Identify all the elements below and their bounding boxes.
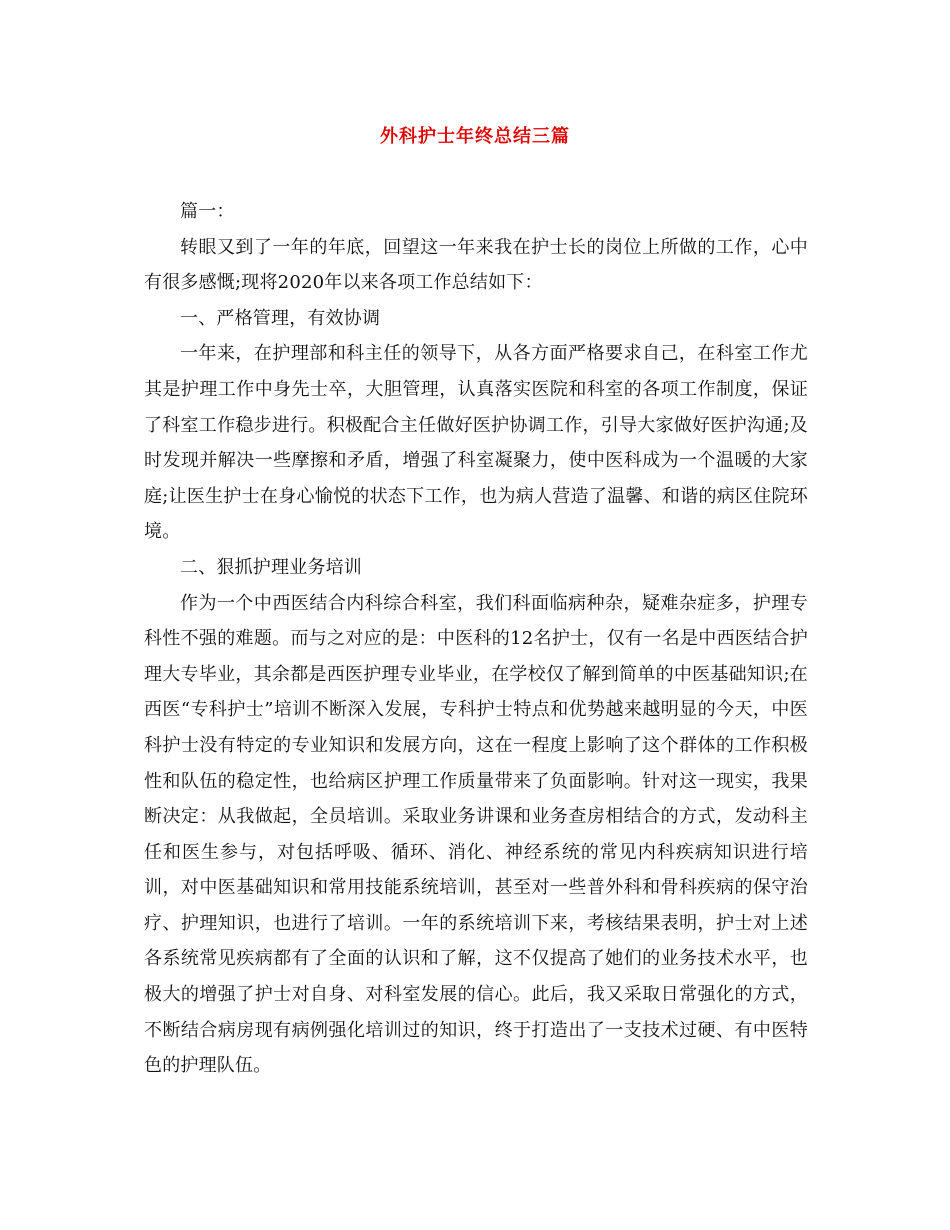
paragraph-training: 作为一个中西医结合内科综合科室，我们科面临病种杂，疑难杂症多，护理专科性不强的难题。而与之对应的是：中医科的12名护士，仅有一名是中西医结合护理大专毕业，其余都是西医护理专业毕业，在学校仅了解到简单的中医基础知识;在西医“专科护士”培训不断深入发展，专科护士特点和优势越来越明显的今天，中医科护士没有特定的专业知识和发展方向，这在一程度上影响了这个群体的工作积极性和队伍的稳定性，也给病区护理工作质量带来了负面影响。针对这一现实，我果断决定：从我做起，全员培训。采取业务讲课和业务查房相结合的方式，发动科主任和医生参与，对包括呼吸、循环、消化、神经系统的常见内科疾病知识进行培训，对中医基础知识和常用技能系统培训，甚至对一些普外科和骨科疾病的保守治疗、护理知识，也进行了培训。一年的系统培训下来，考核结果表明，护士对上述各系统常见疾病都有了全面的认识和了解，这不仅提高了她们的业务技术水平，也极大的增强了护士对自身、对科室发展的信心。此后，我又采取日常强化的方式，不断结合病房现有病例强化培训过的知识，终于打造出了一支技术过硬、有中医特色的护理队伍。 [144,592,808,1077]
paragraph-section-label: 篇一： [180,201,235,222]
paragraph-intro: 转眼又到了一年的年底，回望这一年来我在护士长的岗位上所做的工作，心中有很多感慨;现将2020年以来各项工作总结如下： [144,236,808,294]
document-body [144,194,808,1084]
paragraph-management: 一年来，在护理部和科主任的领导下，从各方面严格要求自己，在科室工作尤其是护理工作中身先士卒，大胆管理，认真落实医院和科室的各项工作制度，保证了科室工作稳步进行。积极配合主任做好医护协调工作，引导大家做好医护沟通;及时发现并解决一些摩擦和矛盾，增强了科室凝聚力，使中医科成为一个温暖的大家庭;让医生护士在身心愉悦的状态下工作，也为病人营造了温馨、和谐的病区住院环境。 [144,343,808,543]
document-title: 外科护士年终总结三篇 [380,126,570,147]
section-heading-1: 一、严格管理，有效协调 [180,307,381,329]
section-heading-2: 二、狠抓护理业务培训 [180,556,362,578]
